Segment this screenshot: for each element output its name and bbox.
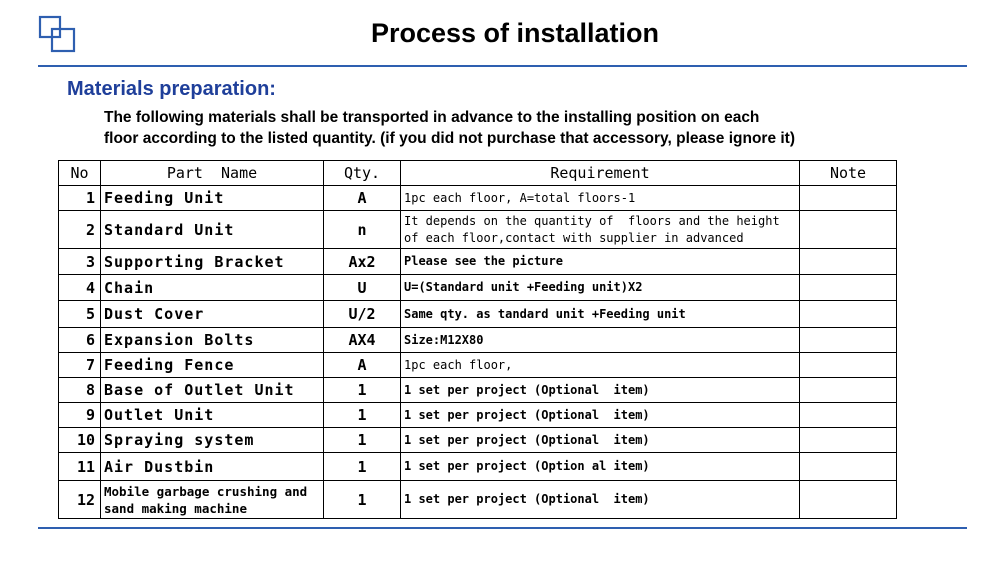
row-no: 3 [59, 249, 101, 275]
row-no: 12 [59, 481, 101, 519]
row-note [800, 453, 897, 481]
table-row [59, 328, 897, 353]
row-note [800, 275, 897, 301]
row-part-name: Dust Cover [101, 301, 324, 328]
row-part-name: Standard Unit [101, 211, 324, 249]
row-no: 2 [59, 211, 101, 249]
table-row [59, 249, 897, 275]
row-requirement: 1 set per project (Optional item) [401, 378, 800, 403]
header-qty: Qty. [324, 161, 401, 186]
row-note [800, 211, 897, 249]
row-note [800, 328, 897, 353]
intro-line-1: The following materials shall be transported in advance to the installing position on each [104, 109, 760, 126]
row-qty: U/2 [324, 301, 401, 328]
row-note [800, 301, 897, 328]
header-requirement: Requirement [401, 161, 800, 186]
table-row [59, 378, 897, 403]
footer-divider [38, 527, 967, 529]
row-qty: 1 [324, 378, 401, 403]
row-part-name: Feeding Unit [101, 186, 324, 211]
row-qty: 1 [324, 481, 401, 519]
intro-text [104, 107, 904, 149]
table-header-row [59, 161, 897, 186]
row-note [800, 428, 897, 453]
row-part-name: Supporting Bracket [101, 249, 324, 275]
row-part-name: Chain [101, 275, 324, 301]
row-requirement: 1 set per project (Optional item) [401, 403, 800, 428]
part-name-line-1: Mobile garbage crushing and [104, 483, 308, 499]
row-part-name: Air Dustbin [101, 453, 324, 481]
row-qty: 1 [324, 403, 401, 428]
row-requirement: 1 set per project (Option al item) [401, 453, 800, 481]
materials-table [58, 160, 897, 519]
row-part-name: Spraying system [101, 428, 324, 453]
table-row [59, 481, 897, 519]
row-requirement: U=(Standard unit +Feeding unit)X2 [401, 275, 800, 301]
row-note [800, 403, 897, 428]
row-no: 7 [59, 353, 101, 378]
row-part-name: Feeding Fence [101, 353, 324, 378]
row-note [800, 353, 897, 378]
header-note: Note [800, 161, 897, 186]
row-no: 8 [59, 378, 101, 403]
header-divider [38, 65, 967, 67]
row-no: 4 [59, 275, 101, 301]
header-part-name: Part Name [101, 161, 324, 186]
row-qty: 1 [324, 428, 401, 453]
row-part-name [101, 481, 324, 519]
row-no: 1 [59, 186, 101, 211]
intro-line-2: floor according to the listed quantity. (if you did not purchase that accessory, please ignore it) [104, 130, 795, 147]
row-part-name: Base of Outlet Unit [101, 378, 324, 403]
table-row [59, 301, 897, 328]
row-no: 9 [59, 403, 101, 428]
row-requirement: 1pc each floor, A=total floors-1 [401, 186, 800, 211]
row-requirement: Same qty. as tandard unit +Feeding unit [401, 301, 800, 328]
row-qty: Ax2 [324, 249, 401, 275]
row-qty: A [324, 186, 401, 211]
row-qty: U [324, 275, 401, 301]
row-qty: A [324, 353, 401, 378]
row-no: 10 [59, 428, 101, 453]
row-qty: n [324, 211, 401, 249]
row-note [800, 378, 897, 403]
row-requirement: 1pc each floor, [401, 353, 800, 378]
table-row [59, 428, 897, 453]
row-part-name: Expansion Bolts [101, 328, 324, 353]
row-qty: 1 [324, 453, 401, 481]
header-no: No [59, 161, 101, 186]
table-row [59, 186, 897, 211]
row-note [800, 186, 897, 211]
row-no: 5 [59, 301, 101, 328]
row-qty: AX4 [324, 328, 401, 353]
row-requirement: Please see the picture [401, 249, 800, 275]
section-heading: Materials preparation: [67, 78, 276, 100]
table-row [59, 211, 897, 249]
table-row [59, 403, 897, 428]
row-note [800, 481, 897, 519]
row-requirement [401, 211, 800, 249]
requirement-line-1: It depends on the quantity of floors and the height [404, 213, 780, 228]
part-name-line-2: sand making machine [104, 500, 247, 516]
row-no: 11 [59, 453, 101, 481]
table-row [59, 353, 897, 378]
row-part-name: Outlet Unit [101, 403, 324, 428]
row-requirement: 1 set per project (Optional item) [401, 428, 800, 453]
table-row [59, 453, 897, 481]
page-title: Process of installation [370, 18, 660, 48]
row-no: 6 [59, 328, 101, 353]
row-requirement: 1 set per project (Optional item) [401, 481, 800, 519]
row-requirement: Size:M12X80 [401, 328, 800, 353]
row-note [800, 249, 897, 275]
table-row [59, 275, 897, 301]
requirement-line-2: of each floor,contact with supplier in advanced [404, 230, 744, 245]
